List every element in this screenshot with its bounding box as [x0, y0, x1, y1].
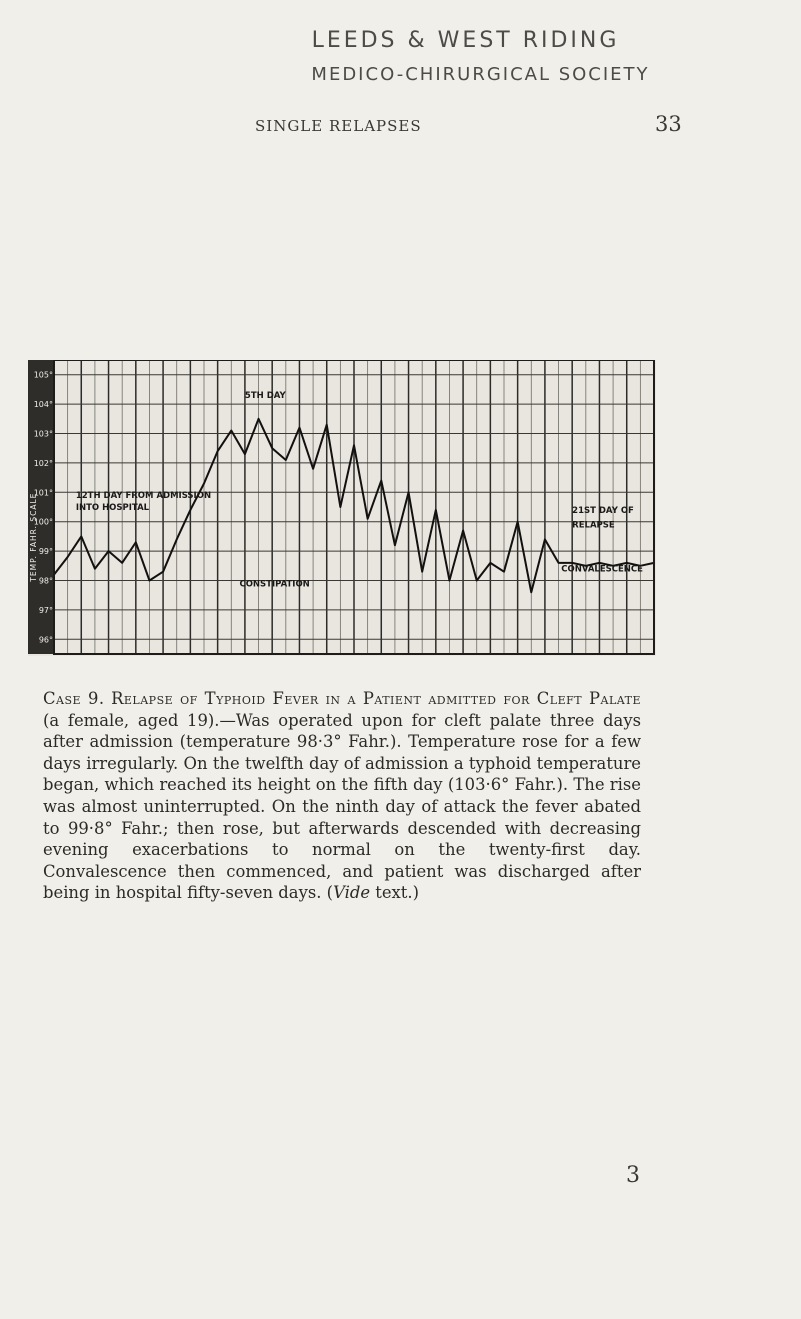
library-stamp-line1: LEEDS & WEST RIDING — [311, 28, 620, 53]
chart-annotation: 5TH DAY — [244, 391, 286, 402]
caption-label: Case 9. — [43, 689, 105, 708]
chart-annotation: 21ST DAY OF — [572, 505, 634, 516]
chart-annotation: CONSTIPATION — [239, 579, 310, 590]
figure-caption — [43, 688, 641, 904]
chart-annotation: RELAPSE — [572, 520, 615, 531]
y-tick-label: 97° — [38, 605, 53, 615]
footer-number: 3 — [626, 1163, 640, 1188]
y-tick-label: 103° — [33, 429, 53, 439]
caption-body: (a female, aged 19).—Was operated upon for cleft palate three days after admission (temperature 98·3° Fahr.). Temperature rose for a few days irregularly. On the twelfth day of admission a typhoid temperature began, which reached its height on the fifth day (103·6° Fahr.). The rise was almost uninterrupted. On the ninth day of attack the fever abated to 99·8° Fahr.; then rose, but afterwards descended with decreasing evening exacerbations to normal on the twenty-first day. Convalescence then commenced, and patient was discharged after being in hospital fifty-seven days. ( — [43, 710, 641, 903]
y-tick-label: 100° — [33, 517, 53, 527]
y-tick-label: 102° — [33, 458, 53, 468]
library-stamp-line2: MEDICO-CHIRURGICAL SOCIETY — [311, 64, 650, 85]
chart-annotation: 12TH DAY FROM ADMISSION — [75, 491, 212, 502]
page-number: 33 — [655, 112, 682, 136]
temperature-chart-svg — [28, 360, 656, 656]
chart-annotation: CONVALESCENCE — [561, 564, 643, 575]
temperature-chart — [28, 360, 656, 656]
y-axis-label: TEMP. FAHR. SCALE — [29, 492, 38, 582]
caption-body-end: text.) — [370, 883, 419, 903]
y-tick-label: 105° — [33, 370, 53, 380]
y-tick-label: 104° — [33, 400, 53, 410]
chart-annotation: INTO HOSPITAL — [75, 502, 150, 513]
y-tick-label: 99° — [38, 547, 53, 557]
y-tick-label: 96° — [38, 635, 53, 645]
y-tick-label: 101° — [33, 488, 53, 498]
chart-y-axis — [28, 360, 54, 654]
caption-vide: Vide — [333, 883, 371, 903]
caption-title: Relapse of Typhoid Fever in a Patient admitted for Cleft Palate — [111, 689, 641, 708]
running-head: SINGLE RELAPSES — [255, 117, 422, 135]
y-tick-label: 98° — [38, 576, 53, 586]
